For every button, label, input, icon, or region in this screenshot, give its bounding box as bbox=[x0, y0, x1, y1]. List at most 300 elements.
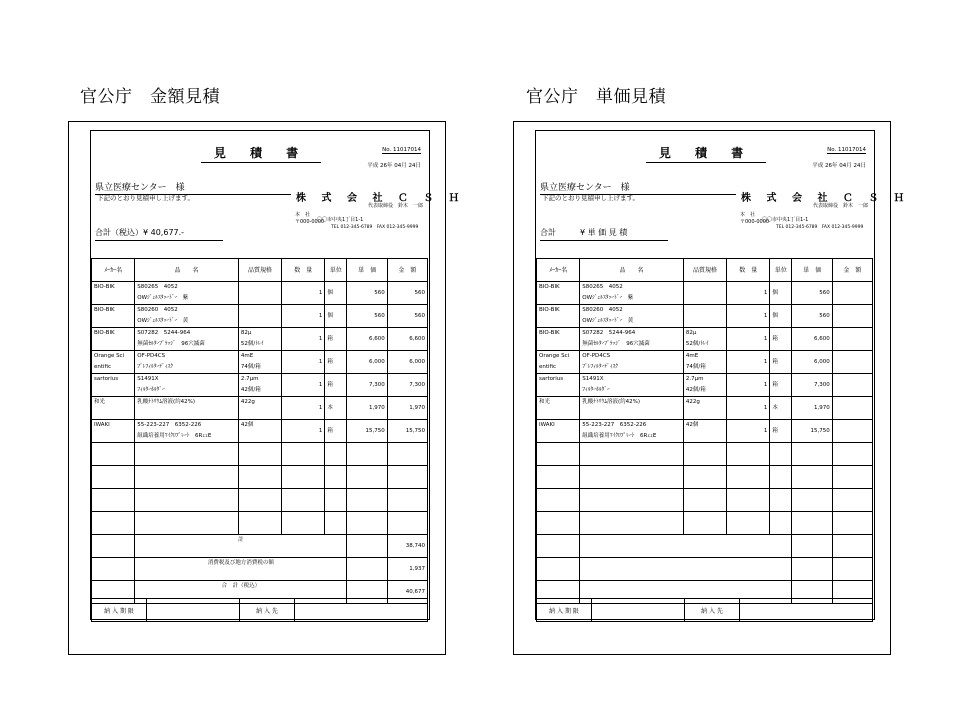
product-name-line1: 55-223-227 6352-226 bbox=[582, 422, 647, 428]
maker-line1: BIO-BIK bbox=[539, 284, 560, 290]
caption-unit-price-quote: 官公庁 単価見積 bbox=[526, 87, 666, 107]
empty-cell bbox=[792, 558, 832, 581]
empty-row bbox=[537, 512, 873, 535]
doc-title: 見 積 書 bbox=[646, 144, 766, 163]
maker-line1: sartorius bbox=[94, 376, 119, 382]
empty-cell bbox=[727, 466, 770, 489]
delivery-date-label: 納 入 期 限 bbox=[537, 599, 592, 622]
empty-cell bbox=[282, 489, 325, 512]
quantity-cell: 1 bbox=[727, 351, 770, 374]
items-table bbox=[536, 258, 873, 604]
empty-cell bbox=[792, 489, 832, 512]
quantity-cell: 1 bbox=[282, 420, 325, 443]
amount-cell bbox=[832, 420, 872, 443]
maker-line1: Orange Sci bbox=[539, 353, 570, 359]
empty-cell bbox=[580, 489, 684, 512]
unit-price-cell: 15,750 bbox=[347, 420, 387, 443]
product-name-cell bbox=[135, 351, 239, 374]
empty-row bbox=[537, 489, 873, 512]
empty-cell bbox=[238, 443, 281, 466]
column-header: 単位 bbox=[325, 259, 347, 282]
quantity-cell: 1 bbox=[727, 420, 770, 443]
delivery-place-label: 納 入 先 bbox=[685, 599, 740, 622]
maker-line1: IWAKI bbox=[94, 422, 110, 428]
empty-cell bbox=[92, 558, 135, 581]
maker-line2: entific bbox=[94, 364, 112, 370]
maker-cell bbox=[92, 305, 135, 328]
amount-cell bbox=[832, 397, 872, 420]
total-line: 合計（税込）¥ 40,677.- bbox=[95, 227, 223, 241]
table-row bbox=[92, 305, 428, 328]
maker-cell bbox=[92, 328, 135, 351]
table-row bbox=[537, 282, 873, 305]
product-name-cell bbox=[135, 305, 239, 328]
unit-cell: 箱 bbox=[770, 374, 792, 397]
product-name-line2: ﾌﾟﾚﾌｨﾙﾀｰﾃﾞｨｽｸ bbox=[582, 364, 619, 370]
footer-table bbox=[91, 598, 428, 622]
quantity-cell: 1 bbox=[727, 397, 770, 420]
summary-amount: 38,740 bbox=[387, 535, 427, 558]
empty-cell bbox=[347, 535, 387, 558]
summary-amount bbox=[832, 558, 872, 581]
empty-row bbox=[537, 466, 873, 489]
unit-cell: 箱 bbox=[325, 351, 347, 374]
maker-cell bbox=[92, 397, 135, 420]
spec-line2: 74個/箱 bbox=[685, 364, 706, 370]
amount-cell: 7,300 bbox=[387, 374, 427, 397]
spec-line2: 42個 bbox=[240, 422, 254, 428]
maker-cell bbox=[537, 328, 580, 351]
product-name-line1: 55-223-227 6352-226 bbox=[137, 422, 202, 428]
summary-amount: 40,677 bbox=[387, 581, 427, 604]
empty-cell bbox=[92, 535, 135, 558]
spec-line2: 42個 bbox=[685, 422, 699, 428]
doc-number: No. 11017014 bbox=[827, 147, 866, 153]
product-name-line1: S80260 4052 bbox=[137, 307, 178, 313]
spec-line1: 2.7μm bbox=[240, 376, 259, 382]
spec-cell bbox=[683, 282, 726, 305]
empty-cell bbox=[92, 443, 135, 466]
unit-price-cell: 6,600 bbox=[792, 328, 832, 351]
product-name-cell bbox=[580, 282, 684, 305]
empty-row bbox=[92, 489, 428, 512]
quantity-cell: 1 bbox=[727, 282, 770, 305]
quote-form-unit-price bbox=[513, 121, 910, 655]
column-header: 数 量 bbox=[727, 259, 770, 282]
spec-cell bbox=[238, 374, 281, 397]
product-name-cell bbox=[580, 351, 684, 374]
empty-cell bbox=[282, 443, 325, 466]
maker-cell bbox=[537, 282, 580, 305]
empty-cell bbox=[683, 512, 726, 535]
product-name-cell bbox=[580, 328, 684, 351]
empty-cell bbox=[238, 512, 281, 535]
quantity-cell: 1 bbox=[282, 374, 325, 397]
table-row bbox=[537, 351, 873, 374]
table-row bbox=[92, 374, 428, 397]
product-name-line2: OWｼﾞｪﾙｽﾀｯｰﾄﾞｰ 紫 bbox=[137, 295, 189, 301]
empty-cell bbox=[325, 489, 347, 512]
unit-cell: 個 bbox=[770, 282, 792, 305]
table-row bbox=[537, 397, 873, 420]
product-name-line1: S80260 4052 bbox=[582, 307, 623, 313]
empty-cell bbox=[325, 443, 347, 466]
product-name-line1: S1491X bbox=[582, 376, 604, 382]
table-row bbox=[537, 420, 873, 443]
empty-cell bbox=[135, 466, 239, 489]
delivery-place-label: 納 入 先 bbox=[240, 599, 295, 622]
unit-price-cell: 560 bbox=[347, 282, 387, 305]
maker-line1: 和光 bbox=[539, 399, 551, 405]
maker-cell bbox=[537, 420, 580, 443]
unit-cell: 個 bbox=[770, 305, 792, 328]
product-name-cell bbox=[580, 420, 684, 443]
product-name-cell bbox=[135, 420, 239, 443]
unit-cell: 箱 bbox=[325, 420, 347, 443]
maker-cell bbox=[537, 351, 580, 374]
spec-cell bbox=[238, 305, 281, 328]
empty-cell bbox=[387, 466, 427, 489]
delivery-place-value bbox=[295, 599, 428, 622]
unit-cell: 本 bbox=[325, 397, 347, 420]
empty-cell bbox=[282, 512, 325, 535]
unit-price-cell: 6,000 bbox=[792, 351, 832, 374]
zip-code: 〒000-0000 bbox=[740, 219, 770, 225]
doc-date: 平成 26年 04月 24日 bbox=[812, 163, 866, 169]
empty-cell bbox=[347, 489, 387, 512]
empty-cell bbox=[238, 489, 281, 512]
empty-cell bbox=[135, 489, 239, 512]
amount-cell: 560 bbox=[387, 282, 427, 305]
spec-cell bbox=[683, 397, 726, 420]
product-name-line1: OF-PD4CS bbox=[582, 353, 611, 359]
empty-cell bbox=[347, 443, 387, 466]
column-header: 品 名 bbox=[135, 259, 239, 282]
empty-cell bbox=[792, 466, 832, 489]
quantity-cell: 1 bbox=[727, 374, 770, 397]
empty-cell bbox=[135, 443, 239, 466]
amount-cell: 15,750 bbox=[387, 420, 427, 443]
spec-line1: 82μ bbox=[685, 330, 697, 336]
empty-cell bbox=[347, 466, 387, 489]
empty-cell bbox=[580, 512, 684, 535]
empty-cell bbox=[770, 489, 792, 512]
unit-price-cell: 560 bbox=[347, 305, 387, 328]
amount-cell bbox=[832, 374, 872, 397]
empty-cell bbox=[537, 466, 580, 489]
unit-price-cell: 6,000 bbox=[347, 351, 387, 374]
representative: 代表取締役 鈴木 一郎 bbox=[812, 203, 868, 209]
product-name-line2: OWｼﾞｪﾙｽﾀｯｰﾄﾞｰ 紫 bbox=[582, 295, 634, 301]
summary-label: 計 bbox=[135, 535, 347, 558]
empty-cell bbox=[347, 512, 387, 535]
maker-cell bbox=[92, 374, 135, 397]
company-tel: TEL 012-345-6789 FAX 012-345-9999 bbox=[331, 225, 419, 230]
maker-cell bbox=[92, 420, 135, 443]
maker-cell bbox=[537, 374, 580, 397]
company-tel: TEL 012-345-6789 FAX 012-345-9999 bbox=[776, 225, 864, 230]
column-header: 金 額 bbox=[387, 259, 427, 282]
quantity-cell: 1 bbox=[282, 305, 325, 328]
product-name-line2: ﾌﾟﾚﾌｨﾙﾀｰﾃﾞｨｽｸ bbox=[137, 364, 174, 370]
maker-line1: 和光 bbox=[94, 399, 106, 405]
table-row bbox=[92, 282, 428, 305]
maker-line1: sartorius bbox=[539, 376, 564, 382]
table-row bbox=[537, 328, 873, 351]
product-name-line2: 組織培養用ﾏｲｸﾛﾌﾟﾚｰﾄ 6RｪｪE bbox=[582, 433, 657, 439]
empty-row bbox=[92, 443, 428, 466]
quantity-cell: 1 bbox=[727, 328, 770, 351]
empty-cell bbox=[347, 558, 387, 581]
column-header: ﾒｰｶｰ名 bbox=[92, 259, 135, 282]
empty-cell bbox=[325, 512, 347, 535]
empty-cell bbox=[387, 443, 427, 466]
quote-sheet bbox=[90, 130, 465, 620]
column-header: 単位 bbox=[770, 259, 792, 282]
empty-cell bbox=[727, 489, 770, 512]
empty-row bbox=[92, 512, 428, 535]
spec-cell bbox=[683, 328, 726, 351]
product-name-cell bbox=[580, 305, 684, 328]
unit-price-cell: 7,300 bbox=[792, 374, 832, 397]
spec-line2: 422g bbox=[685, 399, 700, 405]
unit-price-cell: 1,970 bbox=[792, 397, 832, 420]
product-name-cell bbox=[135, 374, 239, 397]
maker-line1: BIO-BIK bbox=[94, 307, 115, 313]
empty-cell bbox=[683, 489, 726, 512]
summary-row bbox=[537, 535, 873, 558]
product-name-cell bbox=[580, 374, 684, 397]
product-name-line2: 無菌ｾﾙﾀｰﾌﾟﾗｯｼﾞ 96穴滅菌 bbox=[137, 341, 205, 347]
spec-line1: 82μ bbox=[240, 330, 252, 336]
empty-cell bbox=[282, 466, 325, 489]
unit-cell: 箱 bbox=[325, 328, 347, 351]
client-name: 県立医療センター 様 bbox=[95, 180, 291, 195]
quantity-cell: 1 bbox=[282, 351, 325, 374]
column-header: 品 名 bbox=[580, 259, 684, 282]
company-address: 〇〇市中央1丁目1-1 bbox=[317, 217, 364, 223]
column-header: 品質規格 bbox=[238, 259, 281, 282]
table-row bbox=[92, 397, 428, 420]
spec-line1: 4mE bbox=[240, 353, 254, 359]
spec-cell bbox=[238, 351, 281, 374]
product-name-line1: S80265 4052 bbox=[582, 284, 623, 290]
column-header: 単 価 bbox=[347, 259, 387, 282]
spec-line2: 42個/箱 bbox=[685, 387, 706, 393]
hq-label: 本 社 bbox=[295, 212, 311, 218]
product-name-line2: OWｼﾞｪﾙｽﾀｯｰﾄﾞｰ 黄 bbox=[137, 318, 189, 324]
spec-line1: 4mE bbox=[685, 353, 699, 359]
spec-cell bbox=[683, 351, 726, 374]
empty-cell bbox=[792, 512, 832, 535]
maker-cell bbox=[537, 397, 580, 420]
spec-line2: 74個/箱 bbox=[240, 364, 261, 370]
empty-cell bbox=[683, 443, 726, 466]
amount-cell: 6,600 bbox=[387, 328, 427, 351]
doc-date: 平成 26年 04月 24日 bbox=[367, 163, 421, 169]
quote-form-amount bbox=[68, 121, 465, 655]
table-header bbox=[92, 259, 428, 282]
spec-line2: 42個/箱 bbox=[240, 387, 261, 393]
quote-sheet bbox=[535, 130, 910, 620]
representative: 代表取締役 鈴木 一郎 bbox=[367, 203, 423, 209]
items-table bbox=[91, 258, 428, 604]
summary-label bbox=[580, 535, 792, 558]
empty-cell bbox=[92, 512, 135, 535]
summary-amount: 1,937 bbox=[387, 558, 427, 581]
empty-cell bbox=[770, 443, 792, 466]
product-name-line1: 乳酸ﾅﾄﾘｳﾑ溶液(約42%) bbox=[137, 399, 196, 405]
empty-cell bbox=[537, 443, 580, 466]
empty-cell bbox=[387, 512, 427, 535]
maker-cell bbox=[92, 282, 135, 305]
amount-cell bbox=[832, 328, 872, 351]
empty-cell bbox=[238, 466, 281, 489]
amount-cell bbox=[832, 305, 872, 328]
company-name: 株 式 会 社 Ｃ Ｓ Ｈ bbox=[296, 193, 465, 204]
maker-line1: Orange Sci bbox=[94, 353, 125, 359]
empty-cell bbox=[92, 489, 135, 512]
quote-note: 下記のとおり見積申し上げます。 bbox=[542, 194, 639, 202]
empty-row bbox=[92, 466, 428, 489]
delivery-place-value bbox=[740, 599, 873, 622]
amount-cell: 560 bbox=[387, 305, 427, 328]
maker-line2: entific bbox=[539, 364, 557, 370]
column-header: 単 価 bbox=[792, 259, 832, 282]
doc-number: No. 11017014 bbox=[382, 147, 421, 153]
company-name: 株 式 会 社 Ｃ Ｓ Ｈ bbox=[741, 193, 910, 204]
client-name: 県立医療センター 様 bbox=[540, 180, 736, 195]
maker-line1: BIO-BIK bbox=[539, 307, 560, 313]
empty-cell bbox=[325, 466, 347, 489]
product-name-cell bbox=[135, 282, 239, 305]
caption-amount-quote: 官公庁 金額見積 bbox=[80, 87, 220, 107]
amount-cell bbox=[832, 282, 872, 305]
unit-cell: 個 bbox=[325, 282, 347, 305]
product-name-cell bbox=[135, 397, 239, 420]
delivery-date-value bbox=[147, 599, 240, 622]
summary-row bbox=[92, 558, 428, 581]
maker-line1: IWAKI bbox=[539, 422, 555, 428]
empty-cell bbox=[727, 512, 770, 535]
product-name-line2: 組織培養用ﾏｲｸﾛﾌﾟﾚｰﾄ 6RｪｪE bbox=[137, 433, 212, 439]
product-name-cell bbox=[135, 328, 239, 351]
product-name-line1: S07282 5244-964 bbox=[137, 330, 191, 336]
maker-line1: BIO-BIK bbox=[539, 330, 560, 336]
column-header: 品質規格 bbox=[683, 259, 726, 282]
product-name-line1: OF-PD4CS bbox=[137, 353, 166, 359]
empty-cell bbox=[387, 489, 427, 512]
empty-cell bbox=[92, 466, 135, 489]
spec-line1: 2.7μm bbox=[685, 376, 704, 382]
empty-cell bbox=[792, 443, 832, 466]
column-header: ﾒｰｶｰ名 bbox=[537, 259, 580, 282]
empty-cell bbox=[792, 535, 832, 558]
spec-cell bbox=[238, 328, 281, 351]
amount-cell: 1,970 bbox=[387, 397, 427, 420]
maker-line1: BIO-BIK bbox=[94, 330, 115, 336]
delivery-date-value bbox=[592, 599, 685, 622]
spec-cell bbox=[238, 420, 281, 443]
empty-cell bbox=[580, 466, 684, 489]
amount-cell bbox=[832, 351, 872, 374]
empty-cell bbox=[537, 558, 580, 581]
empty-cell bbox=[770, 512, 792, 535]
spec-line2: 52個/ﾄﾚｲ bbox=[240, 341, 264, 347]
hq-label: 本 社 bbox=[740, 212, 756, 218]
empty-cell bbox=[832, 489, 872, 512]
column-header: 数 量 bbox=[282, 259, 325, 282]
summary-row bbox=[92, 535, 428, 558]
summary-label bbox=[580, 558, 792, 581]
unit-price-cell: 6,600 bbox=[347, 328, 387, 351]
unit-price-cell: 560 bbox=[792, 282, 832, 305]
product-name-line1: S07282 5244-964 bbox=[582, 330, 636, 336]
spec-cell bbox=[683, 420, 726, 443]
unit-price-cell: 560 bbox=[792, 305, 832, 328]
maker-cell bbox=[92, 351, 135, 374]
unit-price-cell: 15,750 bbox=[792, 420, 832, 443]
spec-cell bbox=[683, 374, 726, 397]
amount-cell: 6,000 bbox=[387, 351, 427, 374]
empty-cell bbox=[832, 466, 872, 489]
quantity-cell: 1 bbox=[727, 305, 770, 328]
product-name-line2: 無菌ｾﾙﾀｰﾌﾟﾗｯｼﾞ 96穴滅菌 bbox=[582, 341, 650, 347]
empty-cell bbox=[832, 443, 872, 466]
product-name-line2: ﾌｨﾙﾀｰﾎﾙﾀﾞｰ bbox=[137, 387, 165, 393]
spec-line2: 422g bbox=[240, 399, 255, 405]
empty-cell bbox=[537, 489, 580, 512]
maker-cell bbox=[537, 305, 580, 328]
empty-cell bbox=[683, 466, 726, 489]
table-row bbox=[92, 351, 428, 374]
unit-cell: 本 bbox=[770, 397, 792, 420]
unit-price-cell: 1,970 bbox=[347, 397, 387, 420]
delivery-date-label: 納 入 期 限 bbox=[92, 599, 147, 622]
product-name-line1: S1491X bbox=[137, 376, 159, 382]
summary-label: 消費税及び地方消費税の額 bbox=[135, 558, 347, 581]
product-name-cell bbox=[580, 397, 684, 420]
spec-cell bbox=[238, 282, 281, 305]
product-name-line1: 乳酸ﾅﾄﾘｳﾑ溶液(約42%) bbox=[582, 399, 641, 405]
empty-cell bbox=[580, 443, 684, 466]
company-address: 〇〇市中央1丁目1-1 bbox=[762, 217, 809, 223]
summary-amount bbox=[832, 535, 872, 558]
table-row bbox=[537, 374, 873, 397]
column-header: 金 額 bbox=[832, 259, 872, 282]
unit-price-cell: 7,300 bbox=[347, 374, 387, 397]
summary-row bbox=[537, 558, 873, 581]
summary-label: 合 計（税込） bbox=[135, 581, 347, 604]
spec-cell bbox=[683, 305, 726, 328]
product-name-line1: S80265 4052 bbox=[137, 284, 178, 290]
spec-cell bbox=[238, 397, 281, 420]
unit-cell: 箱 bbox=[770, 420, 792, 443]
empty-cell bbox=[135, 512, 239, 535]
doc-title: 見 積 書 bbox=[201, 144, 321, 163]
product-name-line2: OWｼﾞｪﾙｽﾀｯｰﾄﾞｰ 黄 bbox=[582, 318, 634, 324]
empty-cell bbox=[832, 512, 872, 535]
unit-cell: 箱 bbox=[325, 374, 347, 397]
empty-cell bbox=[537, 512, 580, 535]
empty-cell bbox=[770, 466, 792, 489]
empty-cell bbox=[537, 535, 580, 558]
table-row bbox=[537, 305, 873, 328]
unit-cell: 箱 bbox=[770, 351, 792, 374]
table-row bbox=[92, 328, 428, 351]
unit-cell: 箱 bbox=[770, 328, 792, 351]
quote-note: 下記のとおり見積申し上げます。 bbox=[97, 194, 194, 202]
